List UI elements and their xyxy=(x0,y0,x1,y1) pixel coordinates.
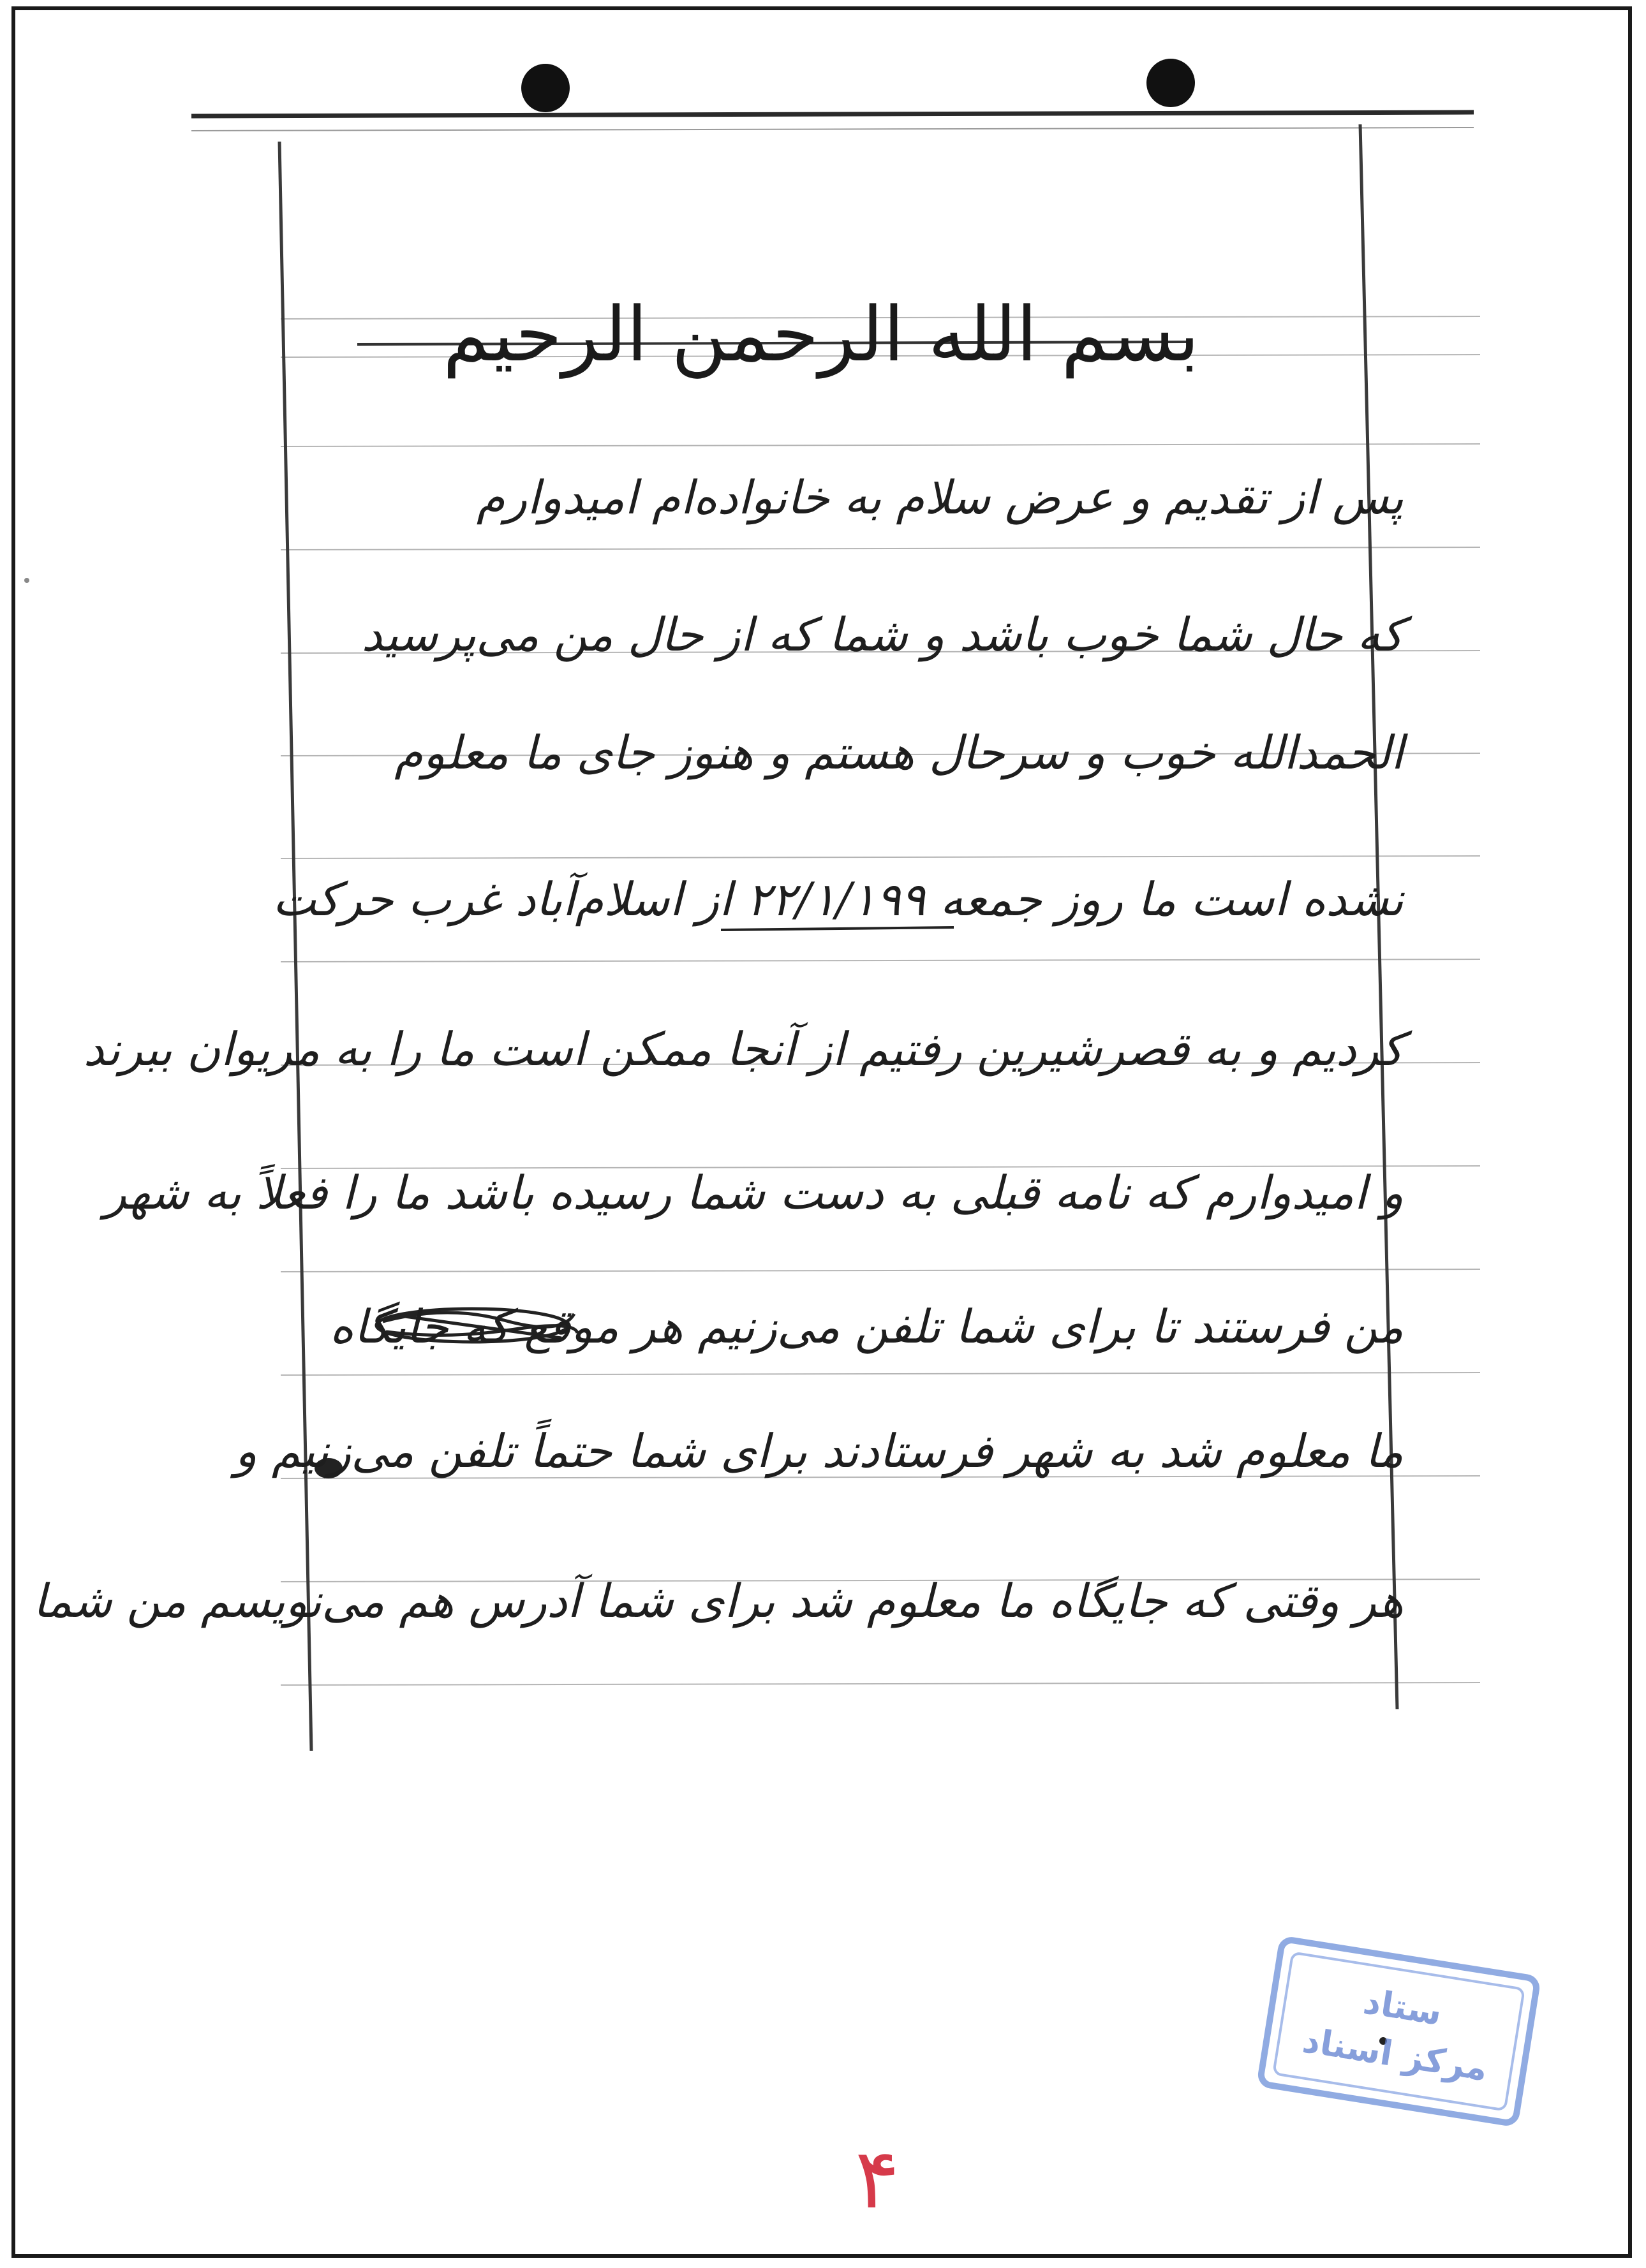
binder-hole-right xyxy=(1146,59,1195,107)
letter-line: من فرستند تا برای شما تلفن می‌زنیم هر موقع که جایگاه xyxy=(329,1300,1404,1353)
letter-line: کردیم و به قصرشیرین رفتیم از آنجا ممکن است ما را به مریوان ببرند xyxy=(83,1022,1404,1076)
margin-line-left xyxy=(279,142,311,1751)
letter-line: الحمدالله خوب و سرحال هستم و هنوز جای ما معلوم xyxy=(394,726,1404,779)
letter-line: پس از تقدیم و عرض سلام به خانواده‌ام امیدوارم xyxy=(476,471,1404,524)
letter-line: و امیدوارم که نامه قبلی به دست شما رسیده باشد ما را فعلاً به شهر xyxy=(104,1166,1404,1219)
letter-line: هر وقتی که جایگاه ما معلوم شد برای شما آدرس هم می‌نویسم من شما xyxy=(33,1574,1404,1628)
letter-line: نشده است ما روز جمعه ۲۲/۱/۱۹۹ از اسلام‌آباد غرب حرکت xyxy=(272,873,1404,926)
stamp-line: مرکز اسناد xyxy=(1300,2020,1491,2089)
stamp-line: ستاد xyxy=(1360,1981,1445,2033)
binder-hole-left xyxy=(521,64,570,112)
page-number: ۴ xyxy=(855,2130,900,2227)
letter-line: که حال شما خوب باشد و شما که از حال من می‌پرسید xyxy=(361,608,1404,661)
letter-heading: بسم الله الرحمن الرحیم xyxy=(443,290,1199,378)
top-rule xyxy=(191,112,1474,116)
top-rule-shadow xyxy=(191,128,1474,131)
letter-line: ما معلوم شد به شهر فرستادند برای شما حتماً تلفن می‌زنیم و xyxy=(235,1424,1404,1478)
